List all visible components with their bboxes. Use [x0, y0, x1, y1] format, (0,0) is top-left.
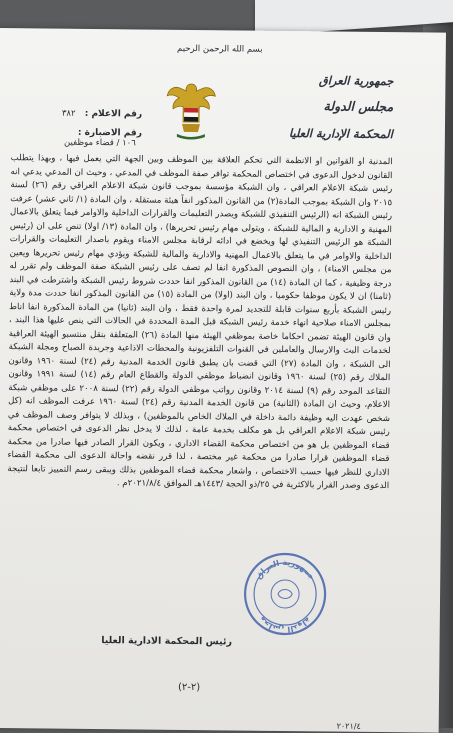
document-page	[0, 28, 446, 733]
dossier-number	[7, 127, 142, 148]
signature-title: رئيس المحكمة الادارية العليا	[101, 635, 233, 648]
dossier-number-value: ١٠٦ / قضاء موظفين	[64, 137, 136, 149]
basmala: بسم الله الرحمن الرحيم	[177, 43, 263, 55]
header-council: مجلس الدولة	[323, 98, 394, 115]
case-number-value: ٣٨٢	[61, 108, 76, 119]
page-number: (٢-٢)	[177, 681, 201, 694]
footer-date: ٢٠٢١/٤	[336, 721, 361, 731]
header-country: جمهورية العراق	[318, 73, 394, 89]
dossier-number-label: رقم الاضبارة :	[77, 127, 142, 139]
header-court: المحكمة الإدارية العليا	[288, 126, 393, 142]
case-number	[7, 108, 142, 119]
case-number-label: رقم الاعلام :	[84, 108, 143, 120]
stamp-text-top: جمهورية العراق	[253, 558, 317, 582]
official-seal-stamp-icon	[242, 551, 329, 638]
stamp-text-bottom: مجلس الدولة	[257, 614, 313, 635]
decision-body-text: المدنية او القوانين او الانظمة التي تحكم العلاقة بين الموظف وبين الجهة التي يعمل فيها ، وبهذا يتطلب القانون لدخول الدعوى في اختصاص المحكمة توافر صفة الموظف في المدعي ، وحيث ان المدعي يدعي انه رئيس شبكة الاعلام العراقي ، وان الشبكة مؤسسة بموجب قانون شبكة الاعلام العراقي رقم (٢٦) لسنة ٢٠١٥ وان الشبكة بموجب المادة(٢) من القانون المذكور انفاً هيئة مستقلة ، وان المادة (١/ ثاني عشر) عرفت رئيس الشبكة انه (الرئيس التنفيذي للشبكة ويصدر التعليمات والقرارات الداخلية والاوامر فيما يتعلق بالاعمال المهنية و الادارية و المالية للشبكة ، ويتولى مهام رئيس تحريرها) ، وان المادة (١٣/ اولا) تنص على ان (رئيس الشبكة هو الرئيس التنفيذي لها ويخضع في ادائه لرقابة مجلس الامناء ويقوم باصدار التعليمات والقرارات الداخلية والاوامر في ما يتعلق بالاعمال المهنية والادارية والمالية للشبكة ويؤدي مهام رئيس تحريرها ويعين من مجلس الامناء) ، وان النصوص المذكورة انفا لم تصف على رئيس الشبكة صفة الموظف ولم تقرر له درجة وظيفية ، كما ان المادة (١٤) من القانون المذكور انفا حددت شروط رئيس الشبكة واشترطت في البند (ثامنا) ان لا يكون موظفا حكوميا ، وان البند (اولا) من المادة (١٥) من القانون المذكور انفا حددت مدة ولاية رئيس الشبكة بأربع سنوات قابلة للتجديد لمرة واحدة فقط ، وان البند (ثانيا) من المادة المذكورة انفا اناط بمجلس الامناء صلاحية انهاء خدمة رئيس الشبكة قبل المدة المحددة في الحالات التي ينص عليها هذا البند ، وان قانون الهيئة تضمن احكاما خاصة بموظفي الهيئة منها المادة (٢٦) المتعلقة بنقل منتسبو الهيئة العراقية لخدمات البث والارسال والعاملين في القنوات التلفزيونية والمحطات الاذاعية وجريدة الصباح ومجلة الشبكة الى الشبكة ، وان المادة (٢٧) التي قضت بان يطبق قانون الخدمة المدنية رقم (٢٤) لسنة ١٩٦٠ وقانون الملاك رقم (٢٥) لسنة ١٩٦٠ وقانون انضباط موظفي الدولة والقطاع العام رقم (١٤) لسنة ١٩٩١ وقانون التقاعد الموحد رقم (٩) لسنة ٢٠١٤ وقانون رواتب موظفي الدولة رقم (٢٢) لسنة ٢٠٠٨ على موظفي شبكة الاعلام، وحيث ان المادة (الثانية) من قانون الخدمة المدنية رقم (٢٤) لسنة ١٩٦٠ عرفت الموظف انه (كل شخص عهدت اليه وظيفة دائمة داخلة في الملاك الخاص بالموظفين) ، وبذلك لا يتوافر وصف الموظف في رئيس شبكة الاعلام العراقي بل هو مكلف بخدمة عامة ، لذلك لا يدخل نظر الدعوى في اختصاص محكمة قضاء الموظفين بل هو من اختصاص محكمة القضاء الاداري ، ويكون القرار الصادر فيها صادرا من محكمة قضاء الموظفين قرارا صادرا من محكمة غير مختصة ، لذا قرر نقضه واحالة الدعوى الى محكمة القضاء الاداري للنظر فيها حسب الاختصاص ، واشعار محكمة قضاء الموظفين بذلك ويبقى رسم التمييز تابعا لنتيجة الدعوى وصدر القرار بالاكثرية في ٢٥/ذو الحجة /١٤٤٣هـ الموافق ٢٠٢١/٨/٤م .	[7, 153, 393, 492]
iraq-eagle-emblem-icon	[165, 78, 218, 143]
